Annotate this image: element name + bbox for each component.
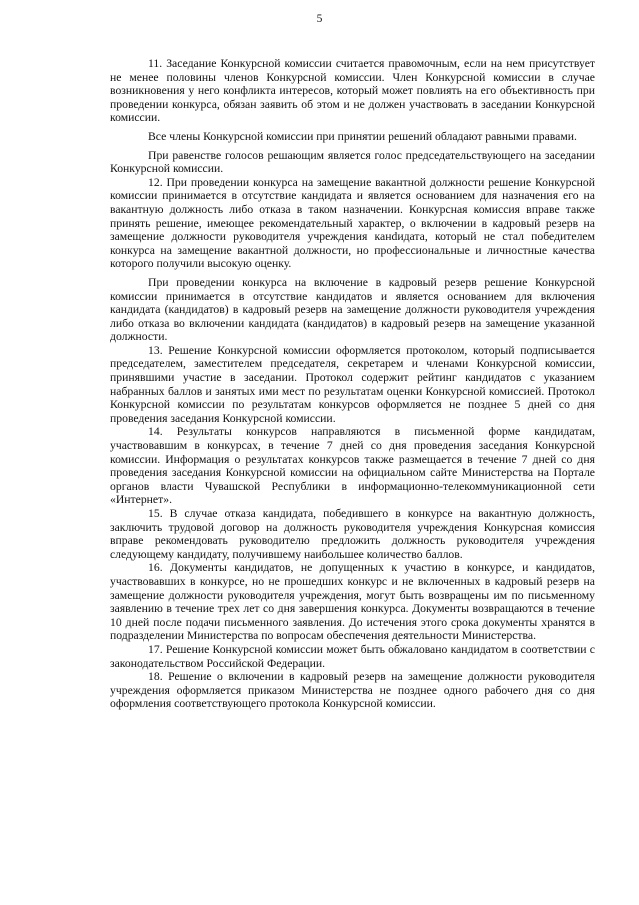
paragraph-18-order: 18. Решение о включении в кадровый резерв на замещение должности руководителя учреждения оформляется приказом Министерства не позднее одного рабочего дня со дня оформления соответствующего протокола Конкурсной комиссии. (110, 670, 595, 711)
document-body (110, 57, 595, 711)
paragraph-equal-rights: Все члены Конкурсной комиссии при принятии решений обладают равными правами. (148, 129, 577, 143)
paragraph-14-results: 14. Результаты конкурсов направляются в письменной форме кандидатам, участвовавшим в конкурсах, в течение 7 дней со дня проведения заседания Конкурсной комиссии. Информация о результатах конкурсов также размещается в течение 7 дней со дня проведения заседания Конкурсной комиссии на официальном сайте Министерства на Портале органов власти Чувашской Республики в информационно-телекоммуникационной сети «Интернет». (110, 425, 595, 507)
paragraph-reserve-decision: При проведении конкурса на включение в кадровый резерв решение Конкурсной комиссии принимается в отсутствие кандидатов и является основанием для включения кандидата (кандидатов) в кадровый резерв на замещение должности руководителя учреждения либо отказа во включении кандидата (кандидатов) в кадровый резерв на замещение указанной должности. (110, 275, 595, 344)
paragraph-15-refusal: 15. В случае отказа кандидата, победившего в конкурсе на вакантную должность, заключить трудовой договор на должность руководителя учреждения Конкурсная комиссия вправе рекомендовать руководителю предложить должность руководителя учреждения следующему кандидату, получившему наибольшее количество баллов. (110, 507, 595, 561)
page-number: 5 (316, 13, 323, 25)
paragraph-tie-vote: При равенстве голосов решающим является голос председательствующего на заседании Конкурсной комиссии. (110, 148, 595, 176)
paragraph-13-protocol: 13. Решение Конкурсной комиссии оформляется протоколом, который подписывается председателем, заместителем председателя, секретарем и членами Конкурсной комиссии, принявшими участие в заседании. Протокол содержит рейтинг кандидатов с указанием набранных баллов и занятых ими мест по результатам оценки Конкурсной комиссией. Протокол Конкурсной комиссии по результатам конкурсов оформляется не позднее 5 дней со дня проведения заседания Конкурсной комиссии. (110, 343, 595, 425)
paragraph-12-vacancy-decision: 12. При проведении конкурса на замещение вакантной должности решение Конкурсной комиссии принимается в отсутствие кандидата и является основанием для назначения его на вакантную должность либо отказа в таком назначении. Конкурсная комиссия вправе также принять решение, имеющее рекомендательный характер, о включении в кадровый резерв на замещение должности руководителя учреждения канdидата, который не стал победителем конкурса на замещение вакантной должности, но профессиональные и личностные качества которого получили высокую оценку. (110, 175, 595, 271)
paragraph-11-quorum: 11. Заседание Конкурсной комиссии считается правомочным, если на нем присутствует не менее половины членов Конкурсной комиссии. Член Конкурсной комиссии в случае возникновения у него конфликта интересов, который может повлиять на его объективность при проведении конкурса, обязан заявить об этом и не должен участвовать в заседании Конкурсной комиссии. (110, 57, 595, 125)
paragraph-16-documents: 16. Документы кандидатов, не допущенных к участию в конкурсе, и кандидатов, участвовавших в конкурсе, но не прошедших конкурс и не включенных в кадровый резерв на замещение должности руководителя учреждения, могут быть возвращены им по письменному заявлению в течение трех лет со дня завершения конкурса. Документы возвращаются в течение 10 дней после подачи письменного заявления. До истечения этого срока документы хранятся в подразделении Министерства по вопросам обеспечения деятельности Министерства. (110, 561, 595, 643)
paragraph-17-appeal: 17. Решение Конкурсной комиссии может быть обжаловано кандидатом в соответствии с законодательством Российской Федерации. (110, 642, 595, 670)
